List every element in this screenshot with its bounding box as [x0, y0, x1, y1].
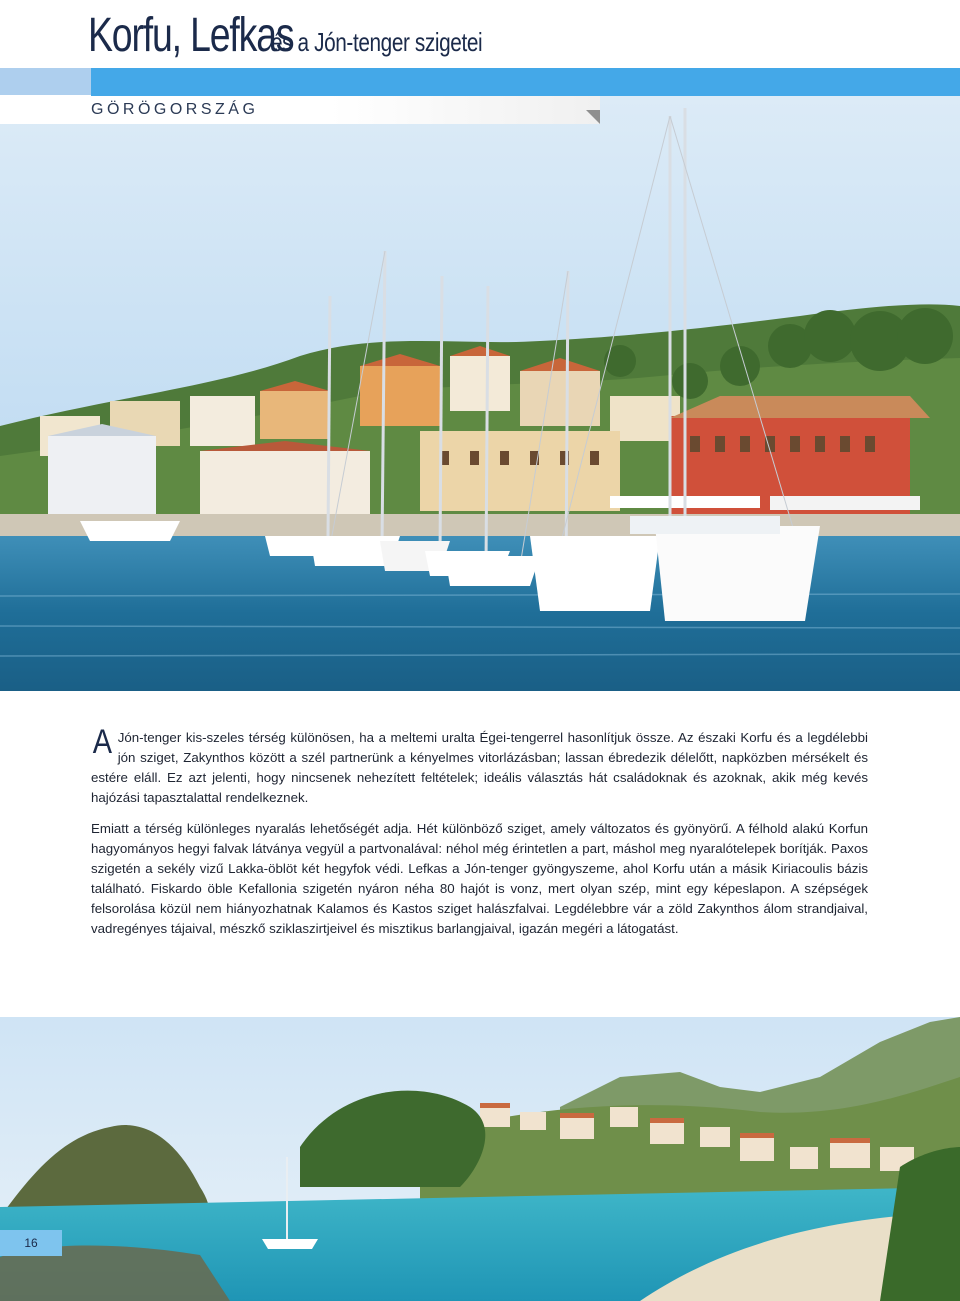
page-number: 16 [0, 1230, 62, 1256]
intro-paragraph-1-text: Jón-tenger kis-szeles térség különösen, ha a meltemi uralta Égei-tengerrel hasonlítjuk össze. Az északi Korfu és a legdélebbi jón sziget, Zakynthos között a szél partnerünk a kényelmes vitorlázásban; lassan ébredezik délelőtt, napközben mérsékelt és estére eláll. Ez azt jelenti, hogy nincsenek nehezített feltételek; ideális választás hát családoknak és azoknak, akik még kevés hajózási tapasztalattal rendelkeznek. [91, 730, 868, 805]
title-main: Korfu, Lefkas [88, 9, 294, 62]
country-bar [0, 96, 600, 124]
header-band [91, 68, 960, 96]
drop-cap: A [92, 723, 112, 761]
intro-paragraph-2: Emiatt a térség különleges nyaralás lehetőségét adja. Hét különböző sziget, amely változatos és gyönyörű. A félhold alakú Korfun hagyományos hegyi falvak látványa vegyül a partvonalával: néhol még érintetlen a part, máshol meg nyaralótelepek borítják. Paxos szigetén a sekély vizű Lakka-öblöt két hegyfok védi. Lefkas a Jón-tenger gyöngyszeme, ahol Korfu után a másik Kiriacoulis bázis található. Fiskardo öble Kefallonia szigetén nyáron néha 80 hajót is vonz, mert olyan szép, mint egy képeslapon. A szépségek felsorolása közül nem hiányozhatnak Kalamos és Kastos sziget halászfalvai. Legdélebbre vár a zöld Zakynthos álom strandjaival, vadregényes tájaival, mészkő sziklaszirtjeivel és misztikus barlangjaival, igazán megéri a látogatást. [91, 821, 868, 936]
header-band-left [0, 68, 91, 95]
country-bar-fold [586, 110, 600, 124]
intro-text [91, 723, 868, 939]
title-subtitle: és a Jón-tenger szigetei [271, 27, 483, 57]
harbor-photo [0, 96, 960, 691]
coast-photo [0, 1017, 960, 1301]
intro-paragraph-1 [91, 723, 868, 808]
page-title [88, 8, 535, 68]
country-label: GÖRÖGORSZÁG [91, 101, 259, 118]
